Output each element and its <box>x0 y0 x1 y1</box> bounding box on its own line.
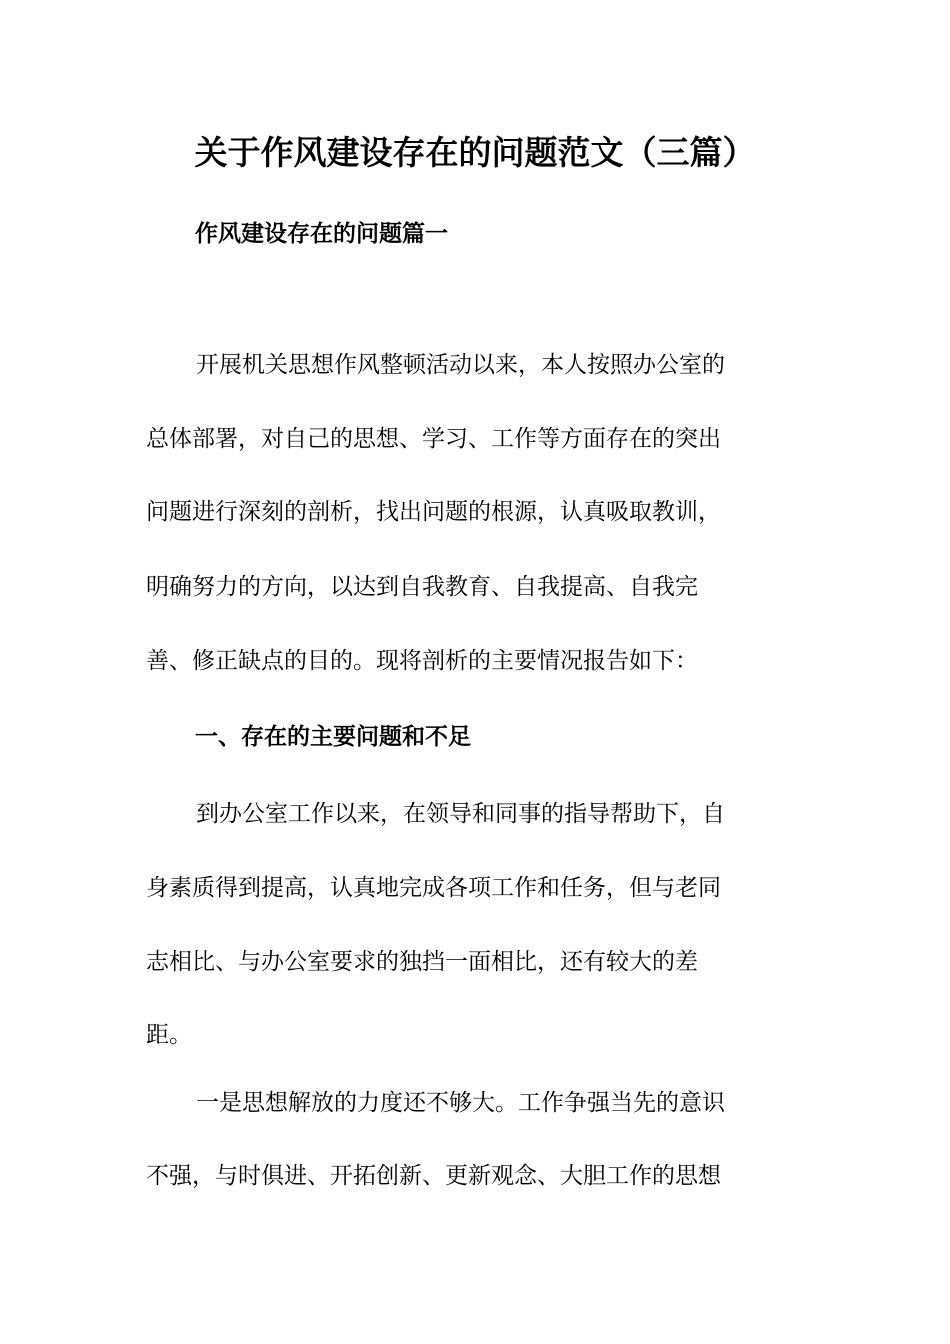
paragraph-line: 身素质得到提高，认真地完成各项工作和任务，但与老同 <box>146 875 721 901</box>
section-heading: 一、存在的主要问题和不足 <box>195 723 471 750</box>
paragraph-line: 开展机关思想作风整顿活动以来，本人按照办公室的 <box>196 352 725 378</box>
paragraph-line: 志相比、与办公室要求的独挡一面相比，还有较大的差 <box>146 949 698 975</box>
document-title: 关于作风建设存在的问题范文（三篇） <box>194 133 756 172</box>
paragraph-line: 问题进行深刻的剖析，找出问题的根源，认真吸取教训， <box>146 499 721 525</box>
paragraph-line: 到办公室工作以来，在领导和同事的指导帮助下，自 <box>196 801 725 827</box>
subheading: 作风建设存在的问题篇一 <box>195 220 448 247</box>
paragraph-line: 明确努力的方向，以达到自我教育、自我提高、自我完 <box>146 574 698 600</box>
paragraph-line: 距。 <box>146 1022 192 1048</box>
paragraph-line: 不强，与时俱进、开拓创新、更新观念、大胆工作的思想 <box>146 1163 721 1189</box>
paragraph-line: 一是思想解放的力度还不够大。工作争强当先的意识 <box>196 1090 725 1116</box>
paragraph-line: 善、修正缺点的目的。现将剖析的主要情况报告如下： <box>146 648 698 674</box>
paragraph-line: 总体部署，对自己的思想、学习、工作等方面存在的突出 <box>146 426 721 452</box>
